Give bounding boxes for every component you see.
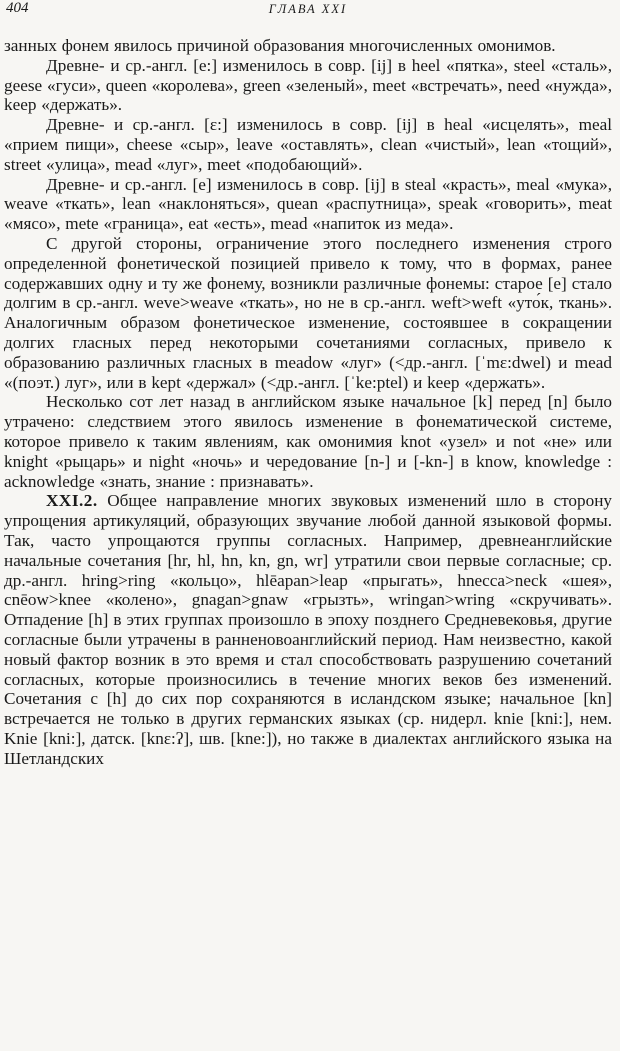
paragraph-steal-examples: Древне- и ср.-англ. [е] изменилось в совр. [ij] в steal «красть», meal «мука», weave «ткать», lean «наклоняться», quean «распутница», speak «говорить», meat «мясо», mete «граница», eat «есть», mead «напиток из меда». [4,174,612,234]
page-number: 404 [6,0,29,16]
section-paragraph [4,491,612,768]
paragraph-heal-examples: Древне- и ср.-англ. [ɛ:] изменилось в совр. [ij] в heal «исцелять», meal «прием пищи», cheese «сыр», leave «оставлять», clean «чистый», lean «тощий», street «улица», mead «луг», meet «подобающий». [4,115,612,174]
paragraph-heel-examples: Древне- и ср.-англ. [е:] изменилось в совр. [ij] в heel «пятка», steel «сталь», geese «гуси», queen «королева», green «зеленый», meet «встречать», need «нужда», keep «держать». [4,55,612,115]
running-head: ГЛАВА XXI [268,2,348,16]
paragraph-continuation: занных фонем явилось причиной образования многочисленных омонимов. [4,36,556,55]
paragraph-positional-restriction: С другой стороны, ограничение этого последнего изменения строго определенной фонетической позицией привело к тому, что в формах, ранее содержавших одну и ту же фонему, возникли различные фонемы: старое [е] стало долгим в ср.-англ. weve>weave «ткать», но не в ср.-англ. weft>weft «уто́к, ткань». Аналогичным образом фонетическое изменение, состоявшее в сокращении долгих гласных перед некоторыми сочетаниями согласных, привело к образованию различных гласных в meadow «луг» (<др.-англ. [ˈmɛ:dwel) и mead «(поэт.) луг», или в kept «держал» (<др.-англ. [ˈke:ptel) и keep «держать». [4,233,612,392]
section-text: Общее направление многих звуковых изменений шло в сторону упрощения артикуляций, образующих звучание любой данной языковой формы. Так, часто упрощаются группы согласных. Например, древнеанглийские начальные сочетания [hr, hl, hn, kn, gn, wr] утратили свои первые согласные; ср. др.-англ. hring>ring «кольцо», hlēapan>leap «прыгать», hnecca>neck «шея», cnēow>knee «колено», gnagan>gnaw «грызть», wringan>wring «скручивать». Отпадение [h] в этих группах произошло в эпоху позднего Средневековья, другие согласные были утрачены в ранненовоанглийский период. Нам неизвестно, какой новый фактор возник в это время и стал способствовать разрушению сочетаний согласных, которые произносились в течение многих веков без изменений. Сочетания с [h] до сих пор сохраняются в исландском языке; начальное [kn] встречается не только в других германских языках (ср. нидерл. knie [kni:], нем. Knie [kni:], датск. [knɛ:ʔ], шв. [kne:]), но также в диалектах английского языка на Шетландских [4,491,612,768]
paragraph-initial-k-loss: Несколько сот лет назад в английском языке начальное [k] перед [n] было утрачено: следствием этого явилось изменение в фонематической системе, которое привело к таким явлениям, как омонимия knot «узел» и not «не» или knight «рыцарь» и night «ночь» и чередование [n-] и [-kn-] в know, knowledge : acknowledge «знать, знание : признавать». [4,392,612,491]
page-header [4,0,612,26]
body-text [4,36,612,768]
section-number: XXI.2. [46,491,98,511]
